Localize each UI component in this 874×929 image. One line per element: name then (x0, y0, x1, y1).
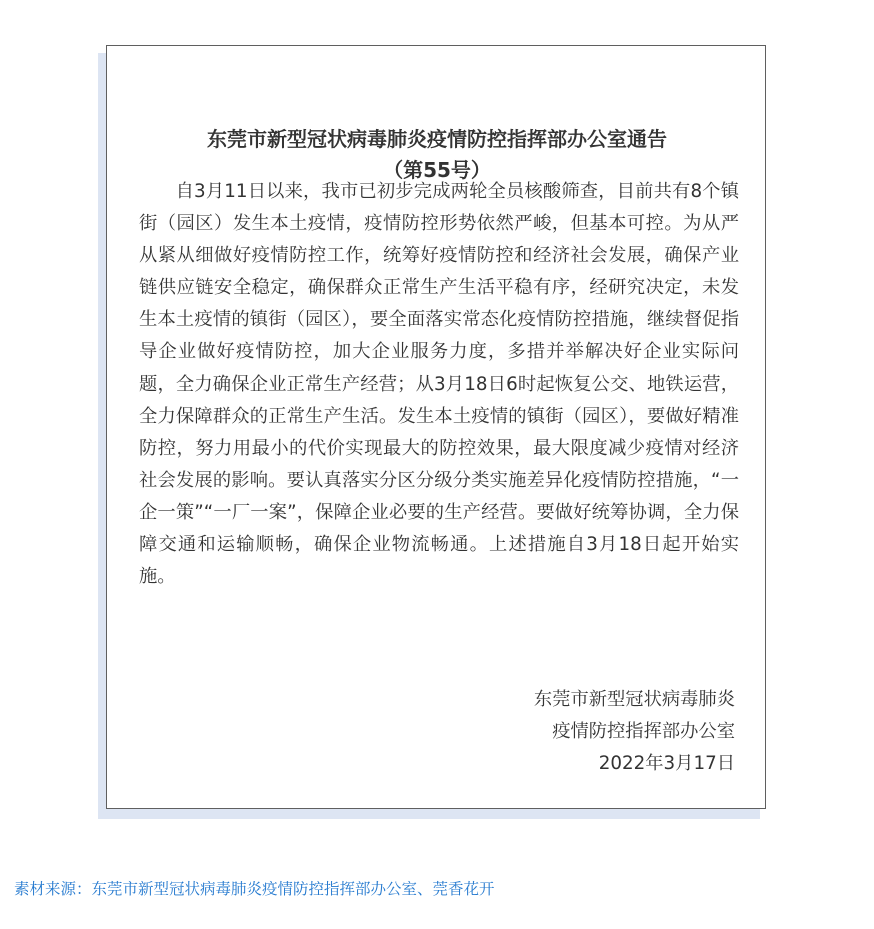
signature-organization-line-1: 东莞市新型冠状病毒肺炎 (533, 689, 735, 710)
notice-number: （第55号） (383, 158, 491, 182)
signature-organization-line-2: 疫情防控指挥部办公室 (552, 721, 735, 743)
notice-body: 自3月11日以来，我市已初步完成两轮全员核酸筛查，目前共有8个镇街（园区）发生本土疫情，疫情防控形势依然严峻，但基本可控。为从严从紧从细做好疫情防控工作，统筹好疫情防控和经济社会发展，确保产业链供应链安全稳定，确保群众正常生产生活平稳有序，经研究决定，未发生本土疫情的镇街（园区），要全面落实常态化疫情防控措施，继续督促指导企业做好疫情防控，加大企业服务力度，多措并举解决好企业实际问题，全力确保企业正常生产经营；从3月18日6时起恢复公交、地铁运营，全力保障群众的正常生产生活。发生本土疫情的镇街（园区），要做好精准防控，努力用最小的代价实现最大的防控效果，最大限度减少疫情对经济社会发展的影响。要认真落实分区分级分类实施差异化疫情防控措施，“一企一策”“一厂一案”，保障企业必要的生产经营。要做好统筹协调，全力保障交通和运输顺畅，确保企业物流畅通。上述措施自3月18日起开始实施。 (139, 181, 739, 588)
signature-date: 2022年3月17日 (598, 753, 735, 775)
notice-title: 东莞市新型冠状病毒肺炎疫情防控指挥部办公室通告 (207, 127, 667, 151)
source-attribution: 素材来源：东莞市新型冠状病毒肺炎疫情防控指挥部办公室、莞香花开 (14, 880, 495, 898)
signature-block (534, 684, 735, 780)
notice-card (106, 45, 766, 809)
